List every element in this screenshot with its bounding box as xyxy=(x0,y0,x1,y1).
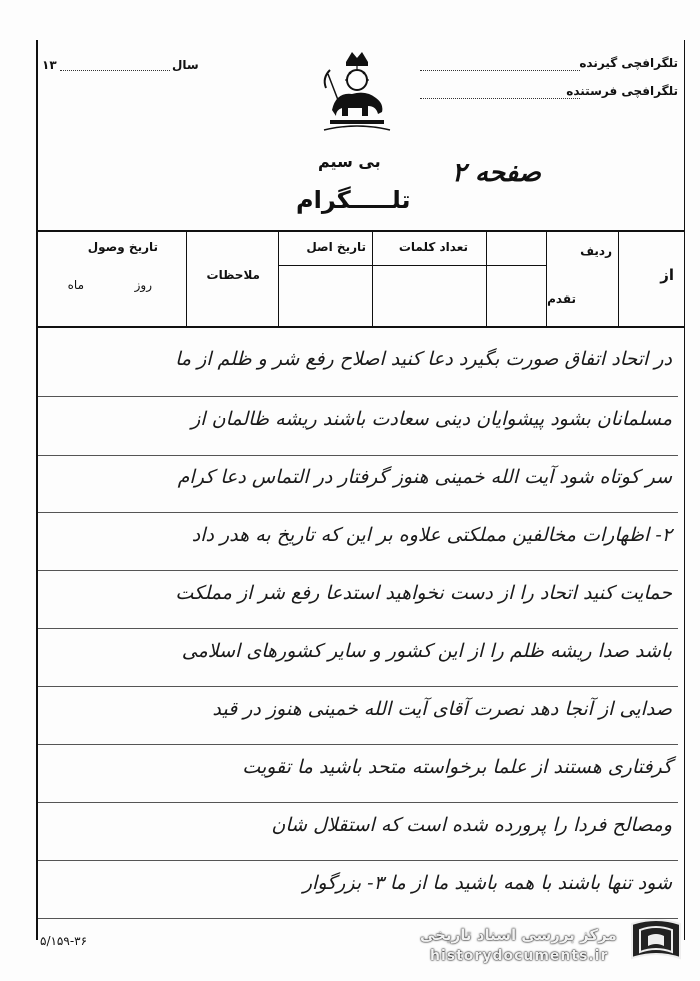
rule-line xyxy=(38,628,678,629)
col-divider-2 xyxy=(546,230,547,327)
remarks-label: ملاحظات xyxy=(206,268,260,282)
sender-dots xyxy=(420,98,580,99)
word-count-label: تعداد کلمات xyxy=(398,240,468,254)
handwritten-line-4: ۲- اظهارات مخالفین مملکتی علاوه بر این که تاریخ به هدر داد xyxy=(191,524,672,546)
col-divider-3 xyxy=(486,230,487,327)
rule-line xyxy=(38,860,678,861)
priority-label: تقدم xyxy=(547,292,576,306)
handwritten-line-6: باشد صدا ریشه ظلم را از این کشور و سایر کشورهای اسلامی xyxy=(181,640,672,662)
watermark-url: historydocuments.ir xyxy=(430,948,609,964)
col-divider-5 xyxy=(278,230,279,327)
table-mid-line xyxy=(278,265,547,266)
col-divider-1 xyxy=(618,230,619,327)
year-label: سال xyxy=(172,58,199,72)
handwritten-line-3: سر کوتاه شود آیت الله خمینی هنوز گرفتار در التماس دعا کرام xyxy=(177,466,672,488)
telegram-title: تلـــــگرام xyxy=(296,186,411,214)
rule-line xyxy=(38,744,678,745)
table-bottom-border xyxy=(38,326,684,328)
handwritten-line-10: شود تنها باشند با همه باشید ما از ما ۳- بزرگوار xyxy=(302,872,672,894)
rule-line xyxy=(38,570,678,571)
col-divider-4 xyxy=(372,230,373,327)
original-date-label: تاریخ اصل xyxy=(306,240,366,254)
handwritten-line-9: ومصالح فردا را پرورده شده است که استقلال شان xyxy=(271,814,672,836)
rule-line xyxy=(38,512,678,513)
receiver-operator-label: تلگرافچی گیرنده xyxy=(579,56,678,70)
page-number: ۱۳ xyxy=(42,58,57,72)
left-border xyxy=(36,40,38,940)
wireless-label: بی سیم xyxy=(318,152,381,171)
handwritten-line-7: صدایی از آنجا دهد نصرت آقای آیت الله خمینی هنوز در قید xyxy=(212,698,672,720)
rule-line xyxy=(38,918,678,919)
rule-line xyxy=(38,455,678,456)
handwritten-line-2: مسلمانان بشود پیشوایان دینی سعادت باشند ریشه ظالمان از xyxy=(191,408,672,430)
table-top-border xyxy=(38,230,684,232)
from-label: از xyxy=(660,266,674,284)
handwritten-line-5: حمایت کنید اتحاد را از دست نخواهید استدعا رفع شر از مملکت xyxy=(175,582,672,604)
right-border xyxy=(684,40,685,940)
day-label: روز xyxy=(134,278,152,292)
watermark-title: مرکز بررسی اسناد تاریخی xyxy=(420,926,617,944)
archive-logo-icon xyxy=(628,914,684,966)
month-label: ماه xyxy=(67,278,84,292)
arrival-date-label: تاریخ وصول xyxy=(87,240,158,254)
handwritten-line-8: گرفتاری هستند از علما برخواسته متحد باشید ما تقویت xyxy=(242,756,672,778)
row-label: ردیف xyxy=(580,244,612,258)
archive-code: ۵/۱۵۹-۳۶ xyxy=(40,934,88,948)
receiver-dots xyxy=(420,70,580,71)
rule-line xyxy=(38,686,678,687)
rule-line xyxy=(38,802,678,803)
lion-and-sun-emblem-icon xyxy=(318,48,396,136)
year-dots xyxy=(60,70,170,71)
sender-operator-label: تلگرافچی فرستنده xyxy=(566,84,678,98)
handwritten-page-label: صفحه ۲ xyxy=(452,158,541,188)
col-divider-6 xyxy=(186,230,187,327)
rule-line xyxy=(38,396,678,397)
handwritten-line-1: در اتحاد اتفاق صورت بگیرد دعا کنید اصلاح رفع شر و ظلم از ما xyxy=(175,348,672,370)
